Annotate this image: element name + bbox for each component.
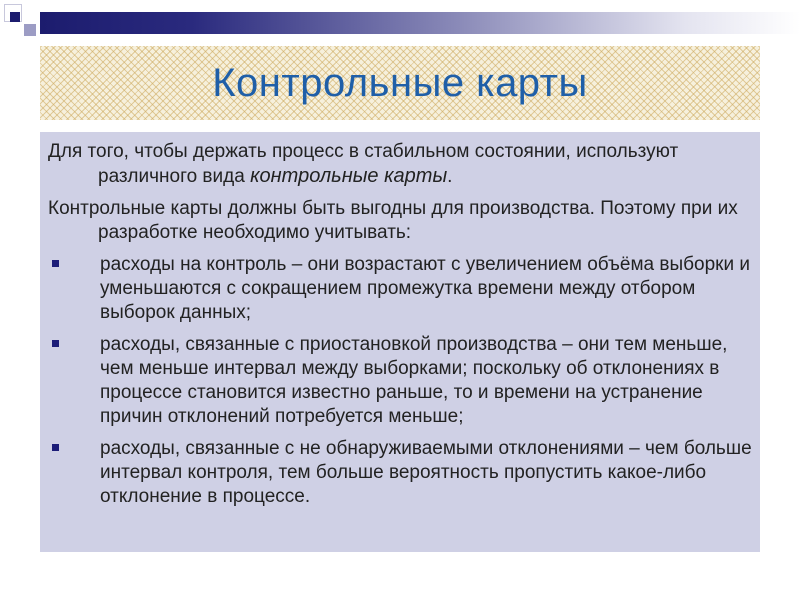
- decor-square-navy: [10, 12, 20, 22]
- list-item-text: расходы, связанные с приостановкой производства – они тем меньше, чем меньше интервал между выборками; поскольку об отклонениях в процессе становится известно раньше, то и времени на устранение причин отклонений потребуется меньше;: [100, 334, 728, 427]
- intro-text: Для того, чтобы держать процесс в стабильном состоянии, используют различного вида: [48, 141, 679, 187]
- paragraph-requirements: Контрольные карты должны быть выгодны для производства. Поэтому при их разработке необходимо учитывать:: [48, 198, 738, 243]
- header-decoration: [0, 0, 800, 36]
- list-item-text: расходы на контроль – они возрастают с увеличением объёма выборки и уменьшаются с сокращением промежутка времени между отбором выборок данных;: [100, 254, 750, 323]
- bullet-square-icon: [52, 340, 59, 347]
- bullet-square-icon: [52, 444, 59, 451]
- bullet-square-icon: [52, 260, 59, 267]
- list-item: [48, 253, 754, 325]
- slide-title: Контрольные карты: [212, 60, 588, 105]
- header-gradient-band: [40, 12, 800, 34]
- decor-square-gray: [24, 24, 36, 36]
- intro-emphasis: контрольные карты: [250, 165, 448, 187]
- list-item: [48, 333, 754, 429]
- list-item: [48, 437, 754, 509]
- list-item-text: расходы, связанные с не обнаруживаемыми отклонениями – чем больше интервал контроля, тем больше вероятность пропустить какое-либо отклонение в процессе.: [100, 438, 752, 507]
- content-body: [48, 140, 754, 517]
- intro-text-end: .: [447, 166, 453, 187]
- paragraph-intro: [48, 140, 754, 189]
